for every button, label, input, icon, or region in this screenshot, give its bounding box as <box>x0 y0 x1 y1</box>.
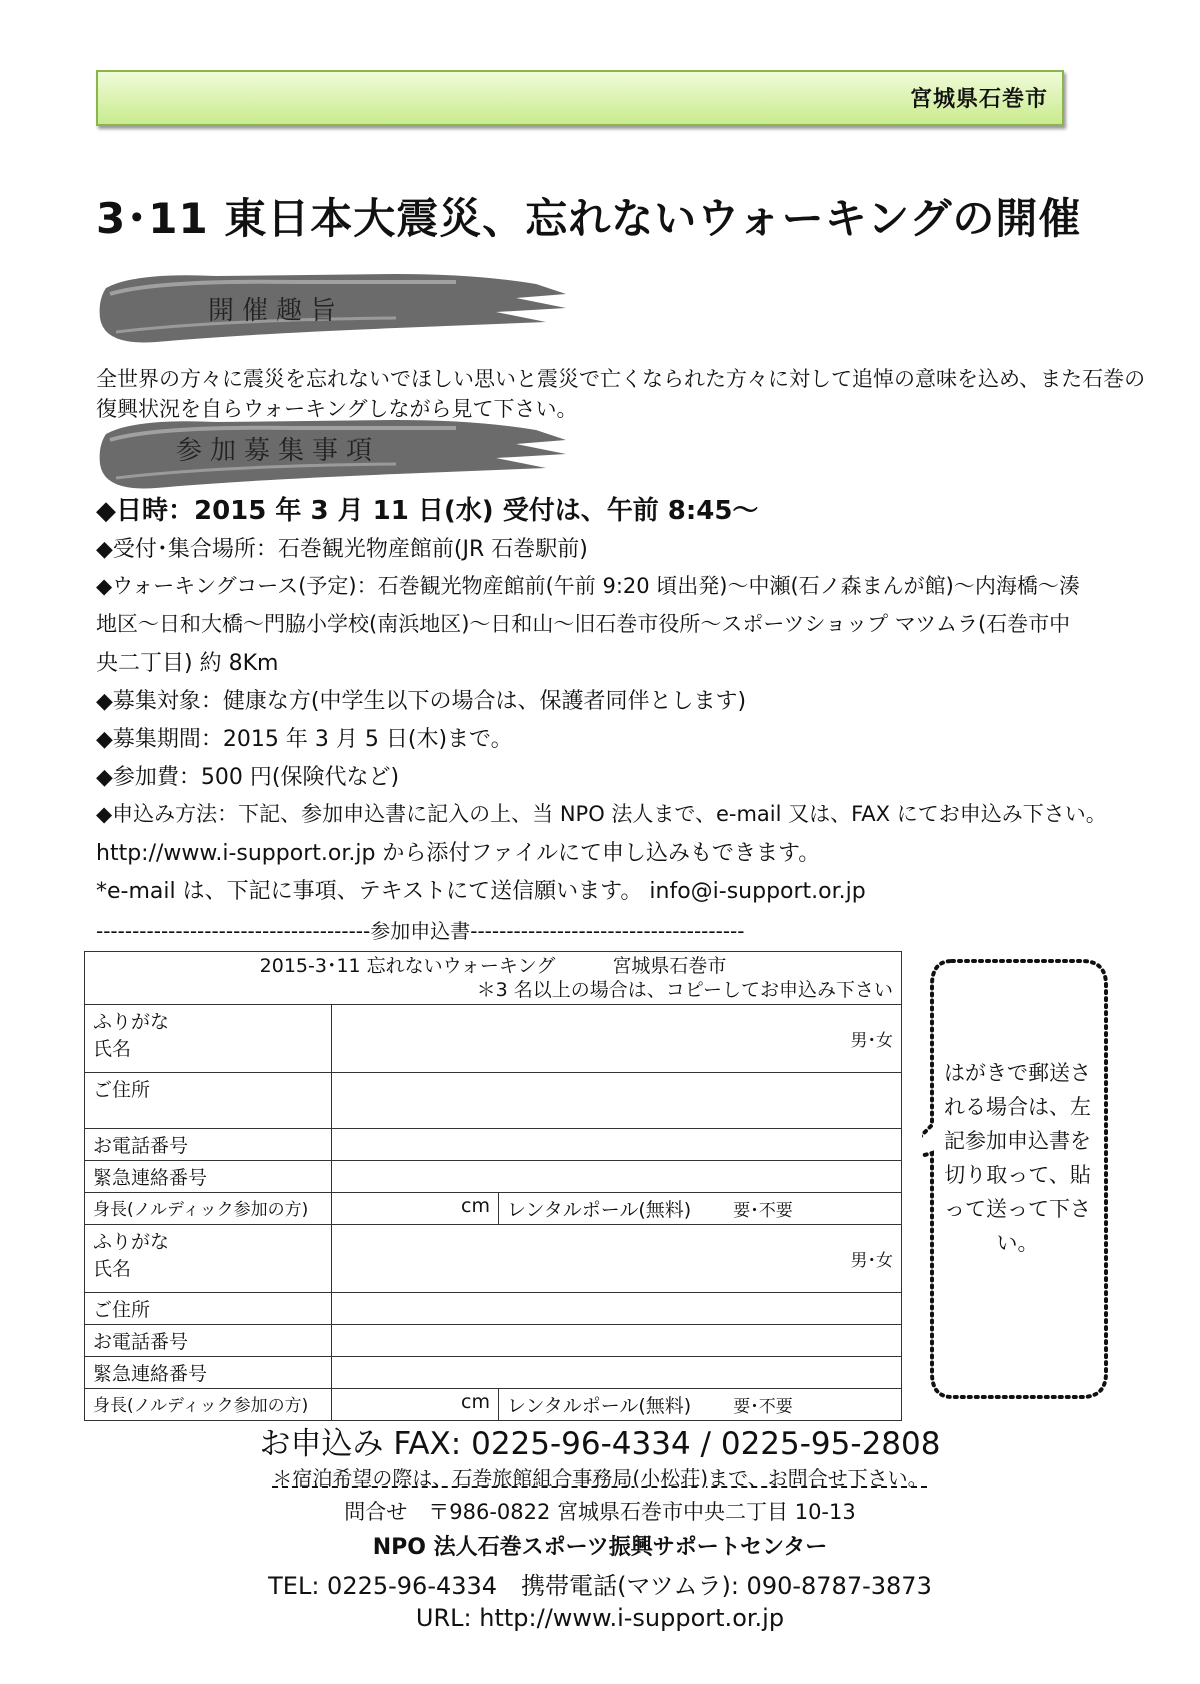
detail-item: ◆ウォーキングコース(予定)：石巻観光物産館前(午前 9:20 頃出発)～中瀬(石ノ森まんが館)～内海橋～湊 <box>96 574 1080 598</box>
website-link[interactable]: http://www.i-support.or.jp から添付ファイルにて申し込みもできます。 <box>96 841 821 866</box>
header-region: 宮城県石巻市 <box>909 87 1048 112</box>
detail-item: 地区～日和大橋～門脇小学校(南浜地区)～日和山～旧石巻市役所～スポーツショップ マツムラ(石巻市中 <box>96 612 1071 636</box>
header-banner <box>96 70 1064 126</box>
detail-item: ◆参加費：500 円(保険代など) <box>96 765 400 790</box>
detail-item: 央二丁目) 約 8Km <box>96 651 279 676</box>
purpose-line: 復興状況を自らウォーキングしながら見て下さい。 <box>96 397 578 421</box>
detail-item: ◆募集期間：2015 年 3 月 5 日(木)まで。 <box>96 727 513 752</box>
postcard-note: はがきで郵送される場合は、左記参加申込書を切り取って、貼って送って下さい。 <box>944 1061 1091 1255</box>
section-heading-purpose: 開催趣旨 <box>208 296 345 326</box>
cm-unit: cm <box>461 1391 490 1413</box>
page-title: 3･11 東日本大震災、忘れないウォーキングの開催 <box>96 194 1082 243</box>
contact-phone: TEL: 0225-96-4334 携帯電話(マツムラ): 090-8787-3873 <box>268 1572 932 1600</box>
contact-url[interactable]: URL: http://www.i-support.or.jp <box>415 1604 785 1632</box>
phone-field-1[interactable] <box>332 1129 902 1161</box>
need-option[interactable]: 要･不要 <box>733 1201 793 1221</box>
rental-pole-cell-1 <box>499 1193 902 1225</box>
address-label: ご住所 <box>85 1073 332 1129</box>
email-instruction: *e-mail は、下記に事項、テキストにて送信願います。 info@i-support.or.jp <box>96 879 866 904</box>
rental-pole-label: レンタルポール(無料) <box>507 1199 692 1221</box>
name-field-1[interactable] <box>332 1005 902 1073</box>
detail-item: ◆受付･集合場所：石巻観光物産館前(JR 石巻駅前) <box>96 537 588 562</box>
detail-item: ◆募集対象：健康な方(中学生以下の場合は、保護者同伴とします) <box>96 689 747 714</box>
phone-label: お電話番号 <box>85 1325 332 1357</box>
form-divider: --------------------------------------参加申込書-------------------------------------- <box>96 919 745 943</box>
form-header <box>85 952 902 1005</box>
name-field-2[interactable] <box>332 1225 902 1293</box>
furigana-name-label <box>85 1225 332 1293</box>
address-field-1[interactable] <box>332 1073 902 1129</box>
emergency-label: 緊急連絡番号 <box>85 1161 332 1193</box>
name-label: 氏名 <box>93 1038 132 1060</box>
furigana-name-label <box>85 1005 332 1073</box>
application-form <box>84 951 902 1421</box>
address-field-2[interactable] <box>332 1293 902 1325</box>
need-option[interactable]: 要･不要 <box>733 1397 793 1417</box>
address-label: ご住所 <box>85 1293 332 1325</box>
emergency-label: 緊急連絡番号 <box>85 1357 332 1389</box>
phone-field-2[interactable] <box>332 1325 902 1357</box>
form-header-title: 2015-3･11 忘れないウォーキング 宮城県石巻市 <box>259 955 727 977</box>
event-datetime: ◆日時：2015 年 3 月 11 日(水) 受付は、午前 8:45～ <box>96 496 759 526</box>
rental-pole-cell-2 <box>499 1389 902 1421</box>
name-label: 氏名 <box>93 1258 132 1280</box>
cm-unit: cm <box>461 1195 490 1217</box>
emergency-field-1[interactable] <box>332 1161 902 1193</box>
gender-option[interactable]: 男･女 <box>850 1031 893 1051</box>
height-field-1[interactable] <box>332 1193 499 1225</box>
contact-address: 問合せ 〒986-0822 宮城県石巻市中央二丁目 10-13 <box>344 1500 856 1524</box>
rental-pole-label: レンタルポール(無料) <box>507 1395 692 1417</box>
height-label: 身長(ノルディック参加の方) <box>85 1193 332 1225</box>
height-field-2[interactable] <box>332 1389 499 1421</box>
furigana-label: ふりがな <box>93 1011 170 1033</box>
organization-name: NPO 法人石巻スポーツ振興サポートセンター <box>372 1535 828 1560</box>
detail-item: ◆申込み方法：下記、参加申込書に記入の上、当 NPO 法人まで、e-mail 又は、FAX にてお申込み下さい。 <box>96 802 1107 826</box>
phone-label: お電話番号 <box>85 1129 332 1161</box>
fax-number: お申込み FAX: 0225-96-4334 / 0225-95-2808 <box>259 1426 941 1462</box>
furigana-label: ふりがな <box>93 1231 170 1253</box>
height-label: 身長(ノルディック参加の方) <box>85 1389 332 1421</box>
section-heading-recruitment: 参加募集事項 <box>176 436 381 466</box>
gender-option[interactable]: 男･女 <box>850 1251 893 1271</box>
purpose-line: 全世界の方々に震災を忘れないでほしい思いと震災で亡くなられた方々に対して追悼の意味を込め、また石巻の <box>96 367 1146 391</box>
lodging-note: ＊宿泊希望の際は、石巻旅館組合事務局(小松荘)まで、お問合せ下さい。 <box>272 1466 928 1490</box>
form-header-note: ＊3 名以上の場合は、コピーしてお申込み下さい <box>476 979 893 1001</box>
emergency-field-2[interactable] <box>332 1357 902 1389</box>
